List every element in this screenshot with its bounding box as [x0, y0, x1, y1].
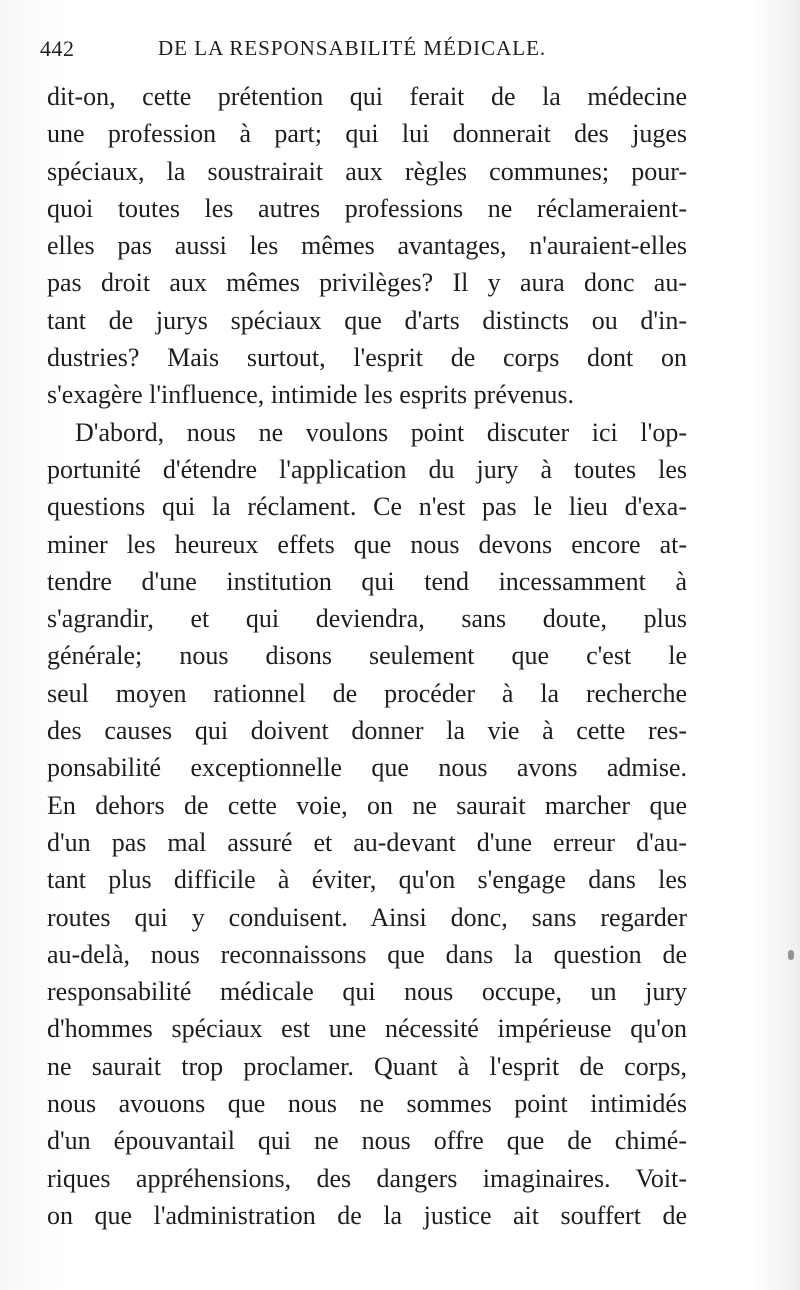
body-text [47, 78, 687, 1234]
text-line: s'exagère l'influence, intimide les esprits prévenus. [47, 380, 575, 410]
text-line: tendre d'une institution qui tend incessamment à [47, 566, 687, 596]
paragraph [47, 78, 687, 414]
text-line: nous avouons que nous ne sommes point intimidés [47, 1089, 687, 1119]
text-line: seul moyen rationnel de procéder à la recherche [47, 678, 687, 708]
text-line: s'agrandir, et qui deviendra, sans doute, plus [47, 604, 687, 634]
text-line: elles pas aussi les mêmes avantages, n'auraient-elles [47, 231, 687, 261]
text-line: miner les heureux effets que nous devons encore at- [47, 529, 687, 559]
text-line: responsabilité médicale qui nous occupe, un jury [47, 977, 687, 1007]
text-line: au-delà, nous reconnaissons que dans la question de [47, 939, 687, 969]
paragraph [47, 414, 687, 1235]
text-line: on que l'administration de la justice ait souffert de [47, 1200, 687, 1230]
text-line: d'un épouvantail qui ne nous offre que de chimé- [47, 1126, 687, 1156]
text-line: En dehors de cette voie, on ne saurait marcher que [47, 790, 687, 820]
text-line: questions qui la réclament. Ce n'est pas le lieu d'exa- [47, 492, 687, 522]
text-line: D'abord, nous ne voulons point discuter ici l'op- [75, 417, 687, 447]
text-line: ponsabilité exceptionnelle que nous avons admise. [47, 753, 687, 783]
text-line: spéciaux, la soustrairait aux règles communes; pour- [47, 156, 687, 186]
margin-ink-mark [788, 950, 794, 960]
page-number: 442 [40, 36, 75, 61]
text-line: dit-on, cette prétention qui ferait de la médecine [47, 82, 687, 111]
text-line: riques appréhensions, des dangers imaginaires. Voit- [47, 1163, 687, 1193]
text-line: générale; nous disons seulement que c'est le [47, 641, 687, 671]
running-head: DE LA RESPONSABILITÉ MÉDICALE. [158, 36, 547, 60]
page-header [40, 36, 740, 76]
text-line: quoi toutes les autres professions ne réclameraient- [47, 193, 687, 223]
text-line: d'un pas mal assuré et au-devant d'une erreur d'au- [47, 827, 687, 857]
text-line: d'hommes spéciaux est une nécessité impérieuse qu'on [47, 1014, 687, 1044]
text-line: tant plus difficile à éviter, qu'on s'engage dans les [47, 865, 687, 895]
text-line: des causes qui doivent donner la vie à cette res- [47, 716, 687, 746]
text-line: ne saurait trop proclamer. Quant à l'esprit de corps, [47, 1051, 687, 1081]
text-line: dustries? Mais surtout, l'esprit de corps dont on [47, 343, 687, 373]
text-line: pas droit aux mêmes privilèges? Il y aura donc au- [47, 268, 687, 298]
text-line: une profession à part; qui lui donnerait des juges [47, 119, 687, 149]
text-line: tant de jurys spéciaux que d'arts distincts ou d'in- [47, 305, 687, 335]
text-line: routes qui y conduisent. Ainsi donc, sans regarder [47, 902, 687, 932]
text-line: portunité d'étendre l'application du jury à toutes les [47, 454, 687, 484]
